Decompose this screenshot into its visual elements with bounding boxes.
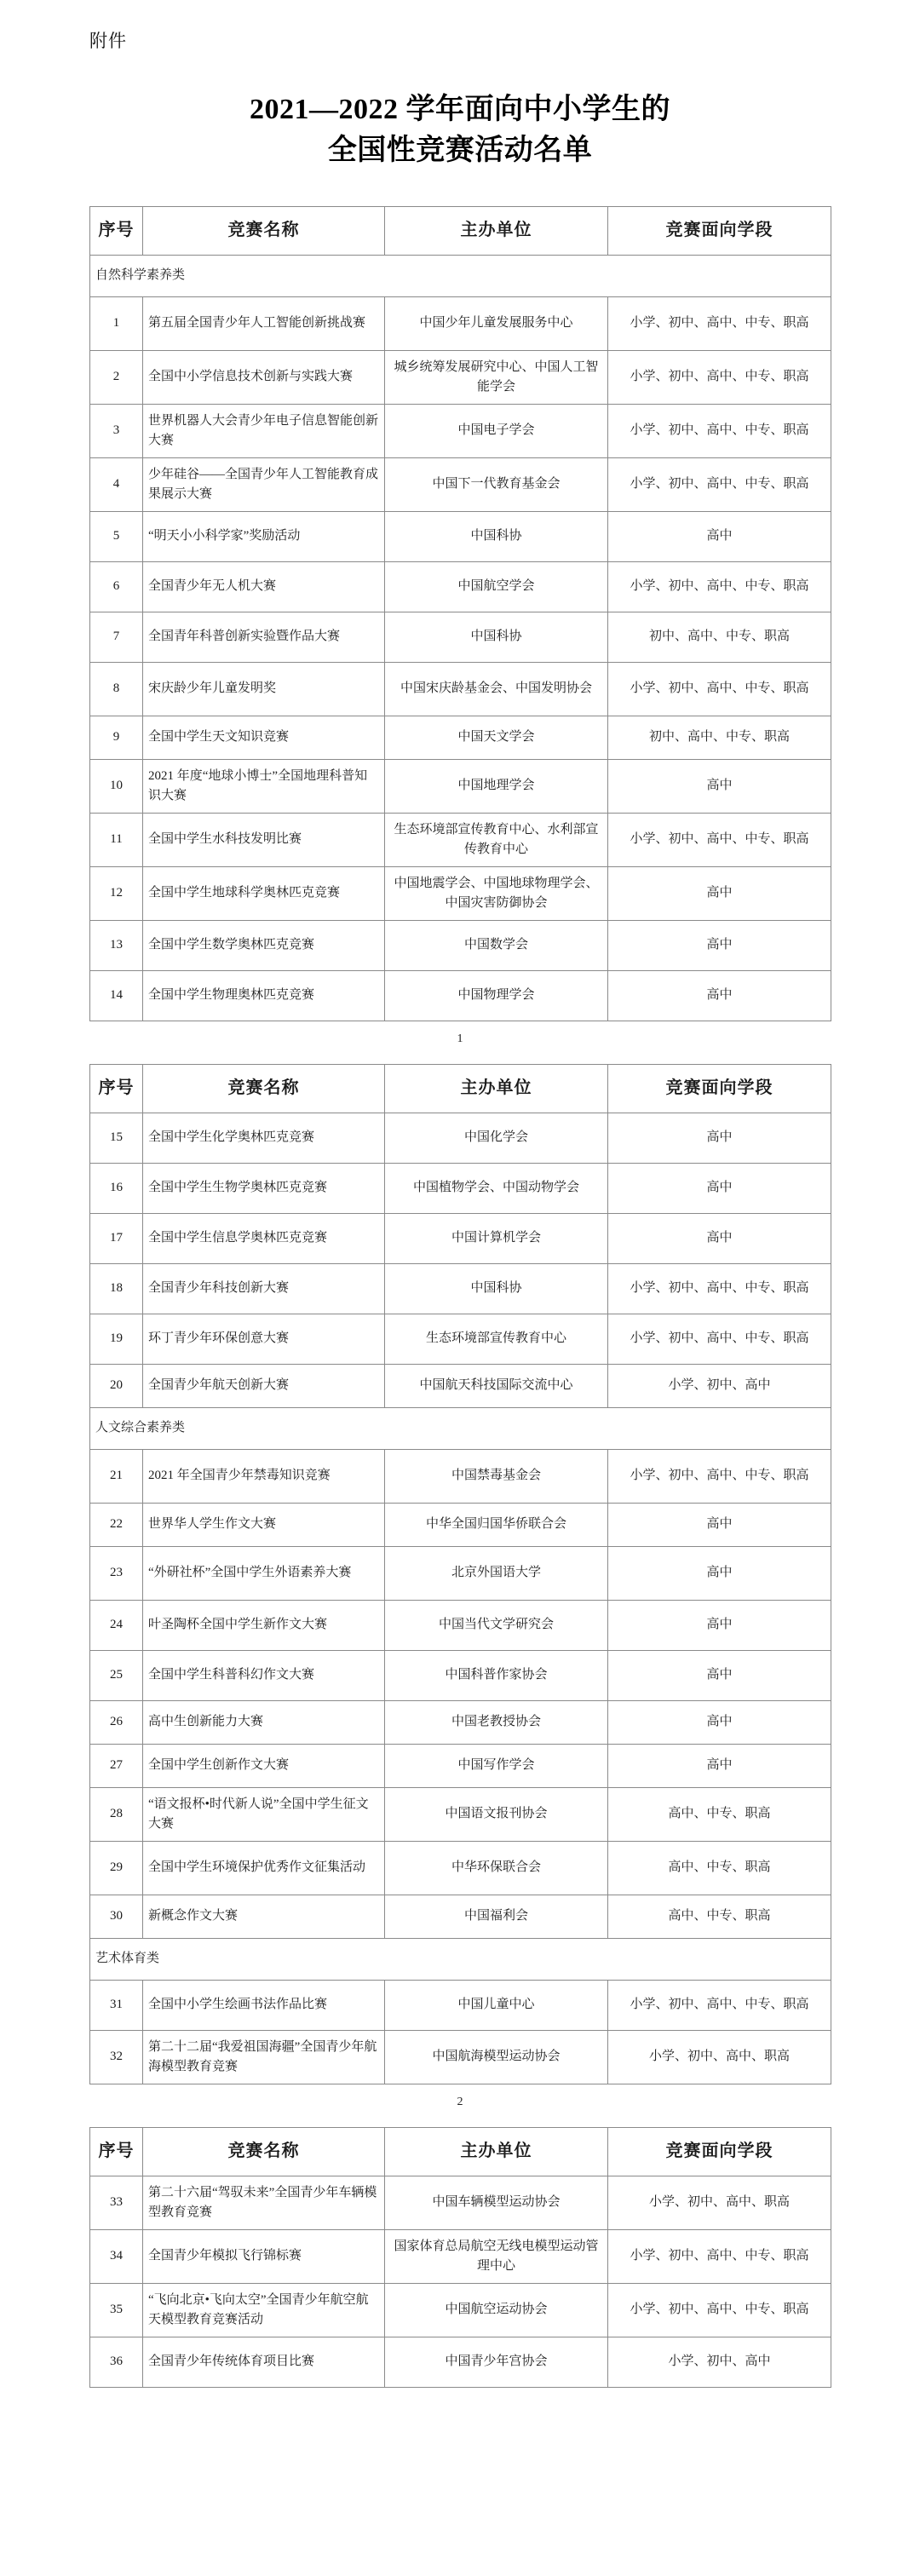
cell-seq: 22 [90, 1503, 143, 1546]
table-row [90, 813, 831, 866]
table-header-row [90, 1064, 831, 1113]
table-row [90, 561, 831, 612]
cell-name: 全国中学生科普科幻作文大赛 [143, 1650, 385, 1700]
cell-stage: 高中 [608, 920, 831, 970]
cell-stage: 小学、初中、高中、中专、职高 [608, 1449, 831, 1503]
cell-seq: 1 [90, 296, 143, 350]
cell-stage: 高中 [608, 970, 831, 1021]
cell-stage: 高中 [608, 511, 831, 561]
cell-organizer: 中国科协 [385, 612, 608, 662]
cell-organizer: 中国青少年宫协会 [385, 2337, 608, 2387]
cell-seq: 31 [90, 1980, 143, 2030]
cell-name: 全国中小学生绘画书法作品比赛 [143, 1980, 385, 2030]
cell-seq: 4 [90, 457, 143, 511]
cell-seq: 32 [90, 2030, 143, 2084]
cell-stage: 高中、中专、职高 [608, 1841, 831, 1895]
competition-table-page-2 [0, 1057, 920, 2120]
cell-seq: 19 [90, 1314, 143, 1364]
column-header-organizer: 主办单位 [385, 2127, 608, 2176]
cell-name: “外研社杯”全国中学生外语素养大赛 [143, 1546, 385, 1600]
cell-name: 全国中学生创新作文大赛 [143, 1744, 385, 1787]
cell-stage: 高中 [608, 1113, 831, 1163]
cell-organizer: 中国车辆模型运动协会 [385, 2176, 608, 2229]
cell-seq: 8 [90, 662, 143, 716]
cell-stage: 高中 [608, 1600, 831, 1650]
category-row [90, 1407, 831, 1449]
table-row [90, 1503, 831, 1546]
cell-name: 世界华人学生作文大赛 [143, 1503, 385, 1546]
table-header-row [90, 206, 831, 255]
cell-organizer: 中国地震学会、中国地球物理学会、中国灾害防御协会 [385, 866, 608, 920]
table-row [90, 1895, 831, 1938]
page-number: 1 [457, 1032, 463, 1045]
cell-stage: 高中、中专、职高 [608, 1787, 831, 1841]
cell-seq: 10 [90, 759, 143, 813]
cell-name: 全国中学生地球科学奥林匹克竞赛 [143, 866, 385, 920]
cell-name: 2021 年度“地球小博士”全国地理科普知识大赛 [143, 759, 385, 813]
cell-seq: 3 [90, 404, 143, 457]
cell-organizer: 中国福利会 [385, 1895, 608, 1938]
cell-organizer: 中国科协 [385, 1263, 608, 1314]
cell-organizer: 中国儿童中心 [385, 1980, 608, 2030]
cell-stage: 高中 [608, 1163, 831, 1213]
cell-name: 宋庆龄少年儿童发明奖 [143, 662, 385, 716]
page-title-line-2: 全国性竞赛活动名单 [327, 135, 593, 167]
cell-organizer: 国家体育总局航空无线电模型运动管理中心 [385, 2229, 608, 2283]
cell-name: “明天小小科学家”奖励活动 [143, 511, 385, 561]
table-row [90, 1841, 831, 1895]
cell-seq: 20 [90, 1364, 143, 1407]
cell-name: 全国青少年无人机大赛 [143, 561, 385, 612]
cell-organizer: 生态环境部宣传教育中心 [385, 1314, 608, 1364]
cell-organizer: 中国少年儿童发展服务中心 [385, 296, 608, 350]
cell-name: 全国中学生生物学奥林匹克竞赛 [143, 1163, 385, 1213]
cell-organizer: 中国植物学会、中国动物学会 [385, 1163, 608, 1213]
column-header-name: 竞赛名称 [143, 2127, 385, 2176]
cell-seq: 11 [90, 813, 143, 866]
table-row [90, 1650, 831, 1700]
cell-name: 全国青少年科技创新大赛 [143, 1263, 385, 1314]
cell-seq: 16 [90, 1163, 143, 1213]
cell-stage: 高中 [608, 1700, 831, 1744]
cell-stage: 小学、初中、高中、中专、职高 [608, 561, 831, 612]
cell-name: 全国中学生天文知识竞赛 [143, 716, 385, 759]
cell-seq: 15 [90, 1113, 143, 1163]
cell-seq: 25 [90, 1650, 143, 1700]
cell-stage: 小学、初中、高中、中专、职高 [608, 404, 831, 457]
column-header-organizer: 主办单位 [385, 1064, 608, 1113]
competition-table-page-3 [0, 2120, 920, 2388]
cell-seq: 21 [90, 1449, 143, 1503]
cell-organizer: 中国航海模型运动协会 [385, 2030, 608, 2084]
cell-organizer: 中国下一代教育基金会 [385, 457, 608, 511]
cell-seq: 9 [90, 716, 143, 759]
table-header-row [90, 2127, 831, 2176]
page-number: 2 [457, 2095, 463, 2108]
cell-seq: 17 [90, 1213, 143, 1263]
cell-seq: 28 [90, 1787, 143, 1841]
table-row [90, 2030, 831, 2084]
cell-seq: 13 [90, 920, 143, 970]
category-label: 自然科学素养类 [90, 255, 831, 296]
table-row [90, 2176, 831, 2229]
cell-seq: 12 [90, 866, 143, 920]
cell-seq: 27 [90, 1744, 143, 1787]
category-label: 人文综合素养类 [90, 1407, 831, 1449]
cell-organizer: 中国航天科技国际交流中心 [385, 1364, 608, 1407]
table-row [90, 457, 831, 511]
cell-organizer: 中国禁毒基金会 [385, 1449, 608, 1503]
cell-stage: 小学、初中、高中、中专、职高 [608, 813, 831, 866]
cell-stage: 高中 [608, 759, 831, 813]
cell-organizer: 中国当代文学研究会 [385, 1600, 608, 1650]
table-row [90, 970, 831, 1021]
cell-organizer: 中国物理学会 [385, 970, 608, 1021]
cell-organizer: 中国地理学会 [385, 759, 608, 813]
cell-name: 2021 年全国青少年禁毒知识竞赛 [143, 1449, 385, 1503]
column-header-seq: 序号 [90, 206, 143, 255]
cell-seq: 7 [90, 612, 143, 662]
competition-table [89, 2127, 831, 2388]
cell-name: 新概念作文大赛 [143, 1895, 385, 1938]
table-row [90, 296, 831, 350]
competition-table [89, 1064, 831, 2084]
cell-stage: 初中、高中、中专、职高 [608, 716, 831, 759]
cell-name: 全国青少年模拟飞行锦标赛 [143, 2229, 385, 2283]
cell-stage: 高中 [608, 866, 831, 920]
cell-organizer: 中国航空学会 [385, 561, 608, 612]
cell-stage: 小学、初中、高中、职高 [608, 2030, 831, 2084]
cell-stage: 高中 [608, 1546, 831, 1600]
cell-name: 第二十六届“驾驭未来”全国青少年车辆模型教育竞赛 [143, 2176, 385, 2229]
table-row [90, 612, 831, 662]
cell-name: 高中生创新能力大赛 [143, 1700, 385, 1744]
cell-stage: 初中、高中、中专、职高 [608, 612, 831, 662]
cell-seq: 14 [90, 970, 143, 1021]
table-row [90, 1546, 831, 1600]
table-row [90, 1364, 831, 1407]
cell-seq: 23 [90, 1546, 143, 1600]
table-row [90, 404, 831, 457]
table-row [90, 759, 831, 813]
cell-name: 全国中学生数学奥林匹克竞赛 [143, 920, 385, 970]
cell-stage: 小学、初中、高中、中专、职高 [608, 1980, 831, 2030]
column-header-name: 竞赛名称 [143, 1064, 385, 1113]
table-row [90, 1787, 831, 1841]
cell-stage: 小学、初中、高中、职高 [608, 2176, 831, 2229]
cell-name: 全国中学生化学奥林匹克竞赛 [143, 1113, 385, 1163]
cell-seq: 33 [90, 2176, 143, 2229]
table-row [90, 920, 831, 970]
table-row [90, 866, 831, 920]
cell-stage: 小学、初中、高中、中专、职高 [608, 296, 831, 350]
cell-name: 叶圣陶杯全国中学生新作文大赛 [143, 1600, 385, 1650]
cell-organizer: 中国老教授协会 [385, 1700, 608, 1744]
table-row [90, 1113, 831, 1163]
cell-seq: 36 [90, 2337, 143, 2387]
cell-organizer: 中国数学会 [385, 920, 608, 970]
cell-name: “语文报杯•时代新人说”全国中学生征文大赛 [143, 1787, 385, 1841]
cell-name: “飞向北京•飞向太空”全国青少年航空航天模型教育竞赛活动 [143, 2283, 385, 2337]
category-label: 艺术体育类 [90, 1938, 831, 1980]
column-header-stage: 竞赛面向学段 [608, 2127, 831, 2176]
cell-organizer: 中国航空运动协会 [385, 2283, 608, 2337]
column-header-organizer: 主办单位 [385, 206, 608, 255]
cell-name: 全国中小学信息技术创新与实践大赛 [143, 350, 385, 404]
page-title-line-1: 2021—2022 学年面向中小学生的 [250, 94, 670, 125]
cell-seq: 30 [90, 1895, 143, 1938]
cell-organizer: 中华全国归国华侨联合会 [385, 1503, 608, 1546]
competition-table-page-1 [0, 172, 920, 1057]
cell-organizer: 中国天文学会 [385, 716, 608, 759]
category-row [90, 1938, 831, 1980]
cell-name: 全国青少年航天创新大赛 [143, 1364, 385, 1407]
cell-stage: 高中 [608, 1503, 831, 1546]
cell-seq: 29 [90, 1841, 143, 1895]
cell-seq: 18 [90, 1263, 143, 1314]
cell-stage: 小学、初中、高中、中专、职高 [608, 1314, 831, 1364]
cell-stage: 高中 [608, 1213, 831, 1263]
table-row [90, 1163, 831, 1213]
competition-table [89, 206, 831, 1021]
cell-organizer: 生态环境部宣传教育中心、水利部宣传教育中心 [385, 813, 608, 866]
pages-host [0, 172, 920, 2388]
cell-organizer: 中国电子学会 [385, 404, 608, 457]
cell-stage: 小学、初中、高中、中专、职高 [608, 662, 831, 716]
column-header-name: 竞赛名称 [143, 206, 385, 255]
column-header-seq: 序号 [90, 2127, 143, 2176]
cell-name: 全国青年科普创新实验暨作品大赛 [143, 612, 385, 662]
cell-seq: 34 [90, 2229, 143, 2283]
table-row [90, 1449, 831, 1503]
cell-name: 全国中学生物理奥林匹克竞赛 [143, 970, 385, 1021]
table-row [90, 1263, 831, 1314]
cell-seq: 24 [90, 1600, 143, 1650]
page-title [0, 50, 920, 172]
column-header-stage: 竞赛面向学段 [608, 206, 831, 255]
cell-organizer: 北京外国语大学 [385, 1546, 608, 1600]
cell-organizer: 中国化学会 [385, 1113, 608, 1163]
cell-name: 全国中学生水科技发明比赛 [143, 813, 385, 866]
cell-name: 环丁青少年环保创意大赛 [143, 1314, 385, 1364]
table-row [90, 1744, 831, 1787]
table-row [90, 511, 831, 561]
cell-organizer: 中国科普作家协会 [385, 1650, 608, 1700]
cell-organizer: 城乡统筹发展研究中心、中国人工智能学会 [385, 350, 608, 404]
table-row [90, 2337, 831, 2387]
table-row [90, 1600, 831, 1650]
table-row [90, 716, 831, 759]
cell-organizer: 中华环保联合会 [385, 1841, 608, 1895]
attachment-label: 附件 [89, 31, 127, 51]
table-row [90, 1700, 831, 1744]
cell-stage: 高中 [608, 1650, 831, 1700]
category-row [90, 255, 831, 296]
cell-organizer: 中国宋庆龄基金会、中国发明协会 [385, 662, 608, 716]
cell-seq: 6 [90, 561, 143, 612]
cell-seq: 2 [90, 350, 143, 404]
cell-stage: 小学、初中、高中、中专、职高 [608, 1263, 831, 1314]
cell-organizer: 中国科协 [385, 511, 608, 561]
table-row [90, 662, 831, 716]
cell-stage: 小学、初中、高中、中专、职高 [608, 2229, 831, 2283]
cell-name: 世界机器人大会青少年电子信息智能创新大赛 [143, 404, 385, 457]
cell-seq: 35 [90, 2283, 143, 2337]
table-row [90, 1980, 831, 2030]
column-header-seq: 序号 [90, 1064, 143, 1113]
cell-name: 第二十二届“我爱祖国海疆”全国青少年航海模型教育竞赛 [143, 2030, 385, 2084]
cell-stage: 小学、初中、高中、中专、职高 [608, 457, 831, 511]
table-row [90, 1314, 831, 1364]
cell-stage: 小学、初中、高中、中专、职高 [608, 350, 831, 404]
cell-stage: 高中 [608, 1744, 831, 1787]
cell-name: 全国中学生信息学奥林匹克竞赛 [143, 1213, 385, 1263]
cell-name: 全国中学生环境保护优秀作文征集活动 [143, 1841, 385, 1895]
cell-organizer: 中国语文报刊协会 [385, 1787, 608, 1841]
cell-stage: 小学、初中、高中 [608, 1364, 831, 1407]
cell-seq: 26 [90, 1700, 143, 1744]
table-row [90, 2229, 831, 2283]
cell-stage: 小学、初中、高中 [608, 2337, 831, 2387]
cell-name: 全国青少年传统体育项目比赛 [143, 2337, 385, 2387]
table-row [90, 350, 831, 404]
cell-stage: 高中、中专、职高 [608, 1895, 831, 1938]
cell-name: 少年硅谷——全国青少年人工智能教育成果展示大赛 [143, 457, 385, 511]
cell-organizer: 中国写作学会 [385, 1744, 608, 1787]
column-header-stage: 竞赛面向学段 [608, 1064, 831, 1113]
cell-stage: 小学、初中、高中、中专、职高 [608, 2283, 831, 2337]
cell-organizer: 中国计算机学会 [385, 1213, 608, 1263]
cell-name: 第五届全国青少年人工智能创新挑战赛 [143, 296, 385, 350]
table-row [90, 2283, 831, 2337]
table-row [90, 1213, 831, 1263]
cell-seq: 5 [90, 511, 143, 561]
